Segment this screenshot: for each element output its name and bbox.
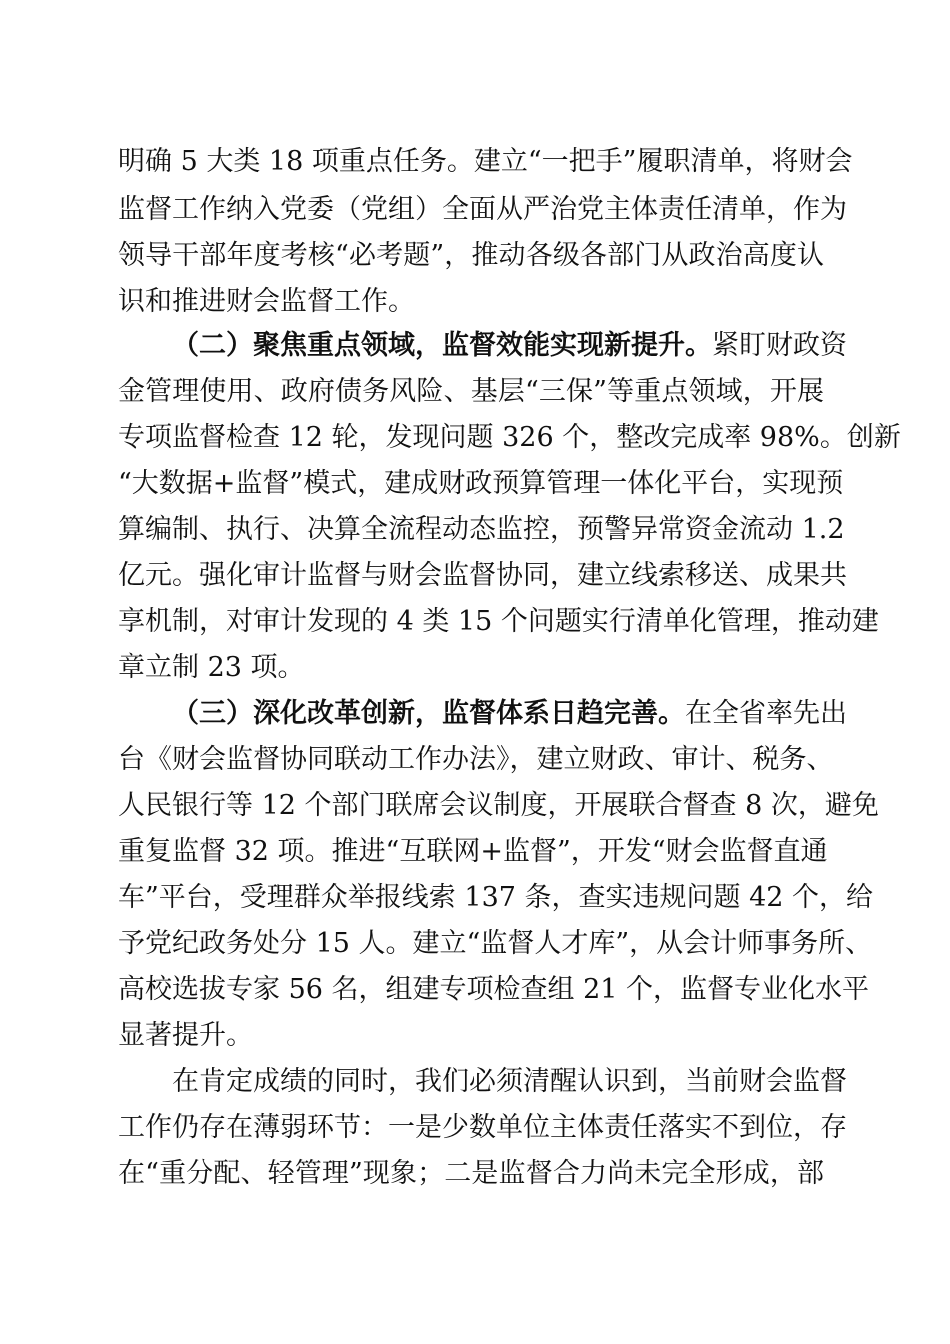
body-text-line: 享机制，对审计发现的 4 类 15 个问题实行清单化管理，推动建 xyxy=(118,606,879,637)
body-text-line: 台《财会监督协同联动工作办法》，建立财政、审计、税务、 xyxy=(118,744,834,775)
body-text-line: 亿元。强化审计监督与财会监督协同，建立线索移送、成果共 xyxy=(118,560,847,591)
body-text-line: 车”平台，受理群众举报线索 137 条，查实违规问题 42 个，给 xyxy=(118,882,874,913)
body-text-line: 重复监督 32 项。推进“互联网+监督”，开发“财会监督直通 xyxy=(118,836,828,867)
section-heading-line xyxy=(172,692,847,736)
body-text-line: 明确 5 大类 18 项重点任务。建立“一把手”履职清单，将财会 xyxy=(118,146,853,177)
body-text: 在全省率先出 xyxy=(685,698,847,729)
body-text-line: 予党纪政务处分 15 人。建立“监督人才库”，从会计师事务所、 xyxy=(118,928,873,959)
body-text-line: 在肯定成绩的同时，我们必须清醒认识到，当前财会监督 xyxy=(172,1066,847,1097)
body-text-line: 人民银行等 12 个部门联席会议制度，开展联合督查 8 次，避免 xyxy=(118,790,879,821)
body-text-line: 在“重分配、轻管理”现象；二是监督合力尚未完全形成，部 xyxy=(118,1158,824,1189)
body-text-line: 专项监督检查 12 轮，发现问题 326 个，整改完成率 98%。创新 xyxy=(118,422,901,453)
body-text-line: 监督工作纳入党委（党组）全面从严治党主体责任清单，作为 xyxy=(118,194,847,225)
section-heading: （二）聚焦重点领域，监督效能实现新提升。 xyxy=(172,330,712,361)
body-text-line: 高校选拔专家 56 名，组建专项检查组 21 个，监督专业化水平 xyxy=(118,974,870,1005)
section-heading: （三）深化改革创新，监督体系日趋完善。 xyxy=(172,698,685,729)
body-text-line: 领导干部年度考核“必考题”，推动各级各部门从政治高度认 xyxy=(118,240,824,271)
body-text-line: 金管理使用、政府债务风险、基层“三保”等重点领域，开展 xyxy=(118,376,824,407)
body-text-line: 算编制、执行、决算全流程动态监控，预警异常资金流动 1.2 xyxy=(118,514,845,545)
body-text-line: 章立制 23 项。 xyxy=(118,652,305,683)
section-heading-line xyxy=(172,324,847,368)
body-text-line: 识和推进财会监督工作。 xyxy=(118,286,415,317)
body-text-line: 工作仍存在薄弱环节：一是少数单位主体责任落实不到位，存 xyxy=(118,1112,847,1143)
body-text: 紧盯财政资 xyxy=(712,330,847,361)
body-text-line: 显著提升。 xyxy=(118,1020,253,1051)
body-text-line: “大数据+监督”模式，建成财政预算管理一体化平台，实现预 xyxy=(118,468,844,499)
